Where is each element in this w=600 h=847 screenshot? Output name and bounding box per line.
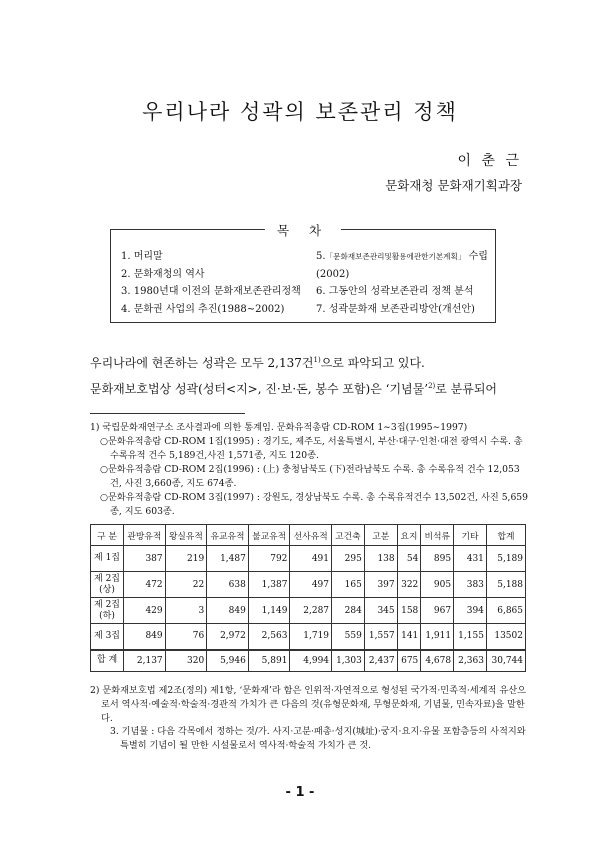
table-cell: 397 xyxy=(364,572,397,598)
table-row xyxy=(91,572,526,598)
table-cell: 5,188 xyxy=(486,572,525,598)
table-cell: 431 xyxy=(454,546,487,572)
table-cell: 30,744 xyxy=(486,650,525,672)
footnote-1: 1) 국립문화재연구소 조사결과에 의한 통계임. 문화유적총람 CD-ROM 1∼3집(1995∼1997) ○문화유적총람 CD-ROM 1집(1995) : 경기도, 제주도, 서울특별시, 부산·대구·인천·대전 광역시 수록. 총 수록유적 건수 5,189건,사진 1,571종, 지도 120종. ○문화유적총람 CD-ROM 2집(1996) : (上) 충청남북도 (下)전라남북도 수록. 총 수록유적 건수 12,053건, 사진 3,660종, 지도 674종. ○문화유적총람 CD-ROM 3집(1997) : 강원도, 경상남북도 수록. 총 수록유적건수 13,502건, 사진 5,659종, 지도 603종. xyxy=(90,422,528,517)
table-row-label: 합 계 xyxy=(91,650,124,672)
table-cell: 429 xyxy=(124,598,166,624)
table-cell: 394 xyxy=(454,598,487,624)
table-cell: 387 xyxy=(124,546,166,572)
table-cell: 54 xyxy=(397,546,421,572)
table-cell: 491 xyxy=(290,546,332,572)
table-cell: 5,891 xyxy=(248,650,290,672)
table-cell: 2,437 xyxy=(364,650,397,672)
table-header-cell: 선사유적 xyxy=(290,525,332,546)
table-row xyxy=(91,624,526,650)
table-cell: 5,189 xyxy=(486,546,525,572)
table-cell: 1,911 xyxy=(421,624,454,650)
table-cell: 6,865 xyxy=(486,598,525,624)
statistics-table xyxy=(90,524,526,672)
table-of-contents xyxy=(110,223,496,323)
table-cell: 895 xyxy=(421,546,454,572)
table-header-cell: 고건축 xyxy=(332,525,365,546)
body-paragraph-line: 문화재보호법상 성곽(성터<지>, 진·보·돈, 봉수 포함)은 ‘기념물’$^{2)}$로 분류되어 xyxy=(90,382,498,396)
table-cell: 138 xyxy=(364,546,397,572)
table-cell: 675 xyxy=(397,650,421,672)
table-cell: 219 xyxy=(165,546,207,572)
toc-heading: 목 차 xyxy=(265,221,341,239)
table-cell: 5,946 xyxy=(207,650,249,672)
table-cell: 559 xyxy=(332,624,365,650)
table-row-label: 제 2집 (하) xyxy=(91,598,124,624)
table-cell: 497 xyxy=(290,572,332,598)
table-header-cell: 왕실유적 xyxy=(165,525,207,546)
table-header-cell: 관방유적 xyxy=(124,525,166,546)
table-cell: 22 xyxy=(165,572,207,598)
page-number: - 1 - xyxy=(285,785,315,800)
table-cell: 1,303 xyxy=(332,650,365,672)
table-cell: 13502 xyxy=(486,624,525,650)
table-cell: 1,149 xyxy=(248,598,290,624)
table-cell: 472 xyxy=(124,572,166,598)
table-cell: 4,994 xyxy=(290,650,332,672)
table-cell: 383 xyxy=(454,572,487,598)
footnote-rule xyxy=(90,413,245,414)
table-header-cell: 비석류 xyxy=(421,525,454,546)
toc-item: 4. 문화권 사업의 추진(1988∼2002) xyxy=(121,303,285,315)
toc-left-column xyxy=(121,248,301,318)
table-cell: 849 xyxy=(207,598,249,624)
table-cell: 76 xyxy=(165,624,207,650)
body-paragraph-line: 우리나라에 현존하는 성곽은 모두 2,137건$^{1)}$으로 파악되고 있다. xyxy=(90,356,425,370)
paper-title: 우리나라 성곽의 보존관리 정책 xyxy=(142,100,458,124)
table-cell: 905 xyxy=(421,572,454,598)
toc-item: 1. 머리말 xyxy=(121,251,163,262)
table-cell: 2,972 xyxy=(207,624,249,650)
table-cell: 165 xyxy=(332,572,365,598)
table-cell: 3 xyxy=(165,598,207,624)
toc-item: 5.「문화재보존관리및활용에관한기본계획」 수립(2002) xyxy=(316,251,488,280)
table-header-cell: 합계 xyxy=(486,525,525,546)
table-cell: 1,155 xyxy=(454,624,487,650)
table-cell: 284 xyxy=(332,598,365,624)
table-cell: 322 xyxy=(397,572,421,598)
toc-item: 6. 그동안의 성곽보존관리 정책 분석 xyxy=(316,286,474,297)
author-affiliation: 문화재청 문화재기획과장 xyxy=(385,178,522,193)
table-cell: 2,563 xyxy=(248,624,290,650)
table-cell: 638 xyxy=(207,572,249,598)
table-cell: 1,387 xyxy=(248,572,290,598)
table-row-label: 제 3집 xyxy=(91,624,124,650)
table-cell: 345 xyxy=(364,598,397,624)
table-cell: 2,287 xyxy=(290,598,332,624)
table-cell: 295 xyxy=(332,546,365,572)
table-cell: 1,487 xyxy=(207,546,249,572)
table-cell: 141 xyxy=(397,624,421,650)
toc-right-column xyxy=(316,248,495,318)
table-header-cell: 요지 xyxy=(397,525,421,546)
table-cell: 1,719 xyxy=(290,624,332,650)
footnote-2: 2) 문화재보호법 제2조(정의) 제1항, ‘문화재’라 함은 인위적·자연적으로 형성된 국가적·민족적·세계적 유산으로서 역사적·예술적·학술적·경관적 가치가 큰 다음의 것(유형문화재, 무형문화재, 기념물, 민속자료)을 말한다. xyxy=(90,685,526,724)
table-row xyxy=(91,650,526,672)
table-cell: 849 xyxy=(124,624,166,650)
toc-item: 2. 문화재청의 역사 xyxy=(121,268,205,280)
toc-item: 3. 1980년대 이전의 문화재보존관리정책 xyxy=(121,286,301,297)
table-cell: 1,557 xyxy=(364,624,397,650)
table-header-cell: 기타 xyxy=(454,525,487,546)
table-cell: 792 xyxy=(248,546,290,572)
toc-item: 7. 성곽문화재 보존관리방안(개선안) xyxy=(316,303,475,315)
table-header-row xyxy=(91,525,526,546)
table-header-cell: 고분 xyxy=(364,525,397,546)
table-cell: 158 xyxy=(397,598,421,624)
footnote-3: 3. 기념물 : 다음 각목에서 정하는 것/가. 사지·고분·패총·성지(城址)·궁지·요지·유물 포함층등의 사적지와 특별히 기념이 될 만한 시설물로서 역사적·학술적 가치가 큰 것. xyxy=(110,726,526,751)
table-cell: 2,137 xyxy=(124,650,166,672)
table-row xyxy=(91,598,526,624)
table-cell: 320 xyxy=(165,650,207,672)
table-cell: 967 xyxy=(421,598,454,624)
table-cell: 4,678 xyxy=(421,650,454,672)
table-header-cell: 구 분 xyxy=(91,525,124,546)
table-header-cell: 불교유적 xyxy=(248,525,290,546)
table-row-label: 제 2집 (상) xyxy=(91,572,124,598)
table-row xyxy=(91,546,526,572)
author-name: 이 춘 근 xyxy=(457,153,522,169)
table-cell: 2,363 xyxy=(454,650,487,672)
table-row-label: 제 1집 xyxy=(91,546,124,572)
table-header-cell: 유교유적 xyxy=(207,525,249,546)
